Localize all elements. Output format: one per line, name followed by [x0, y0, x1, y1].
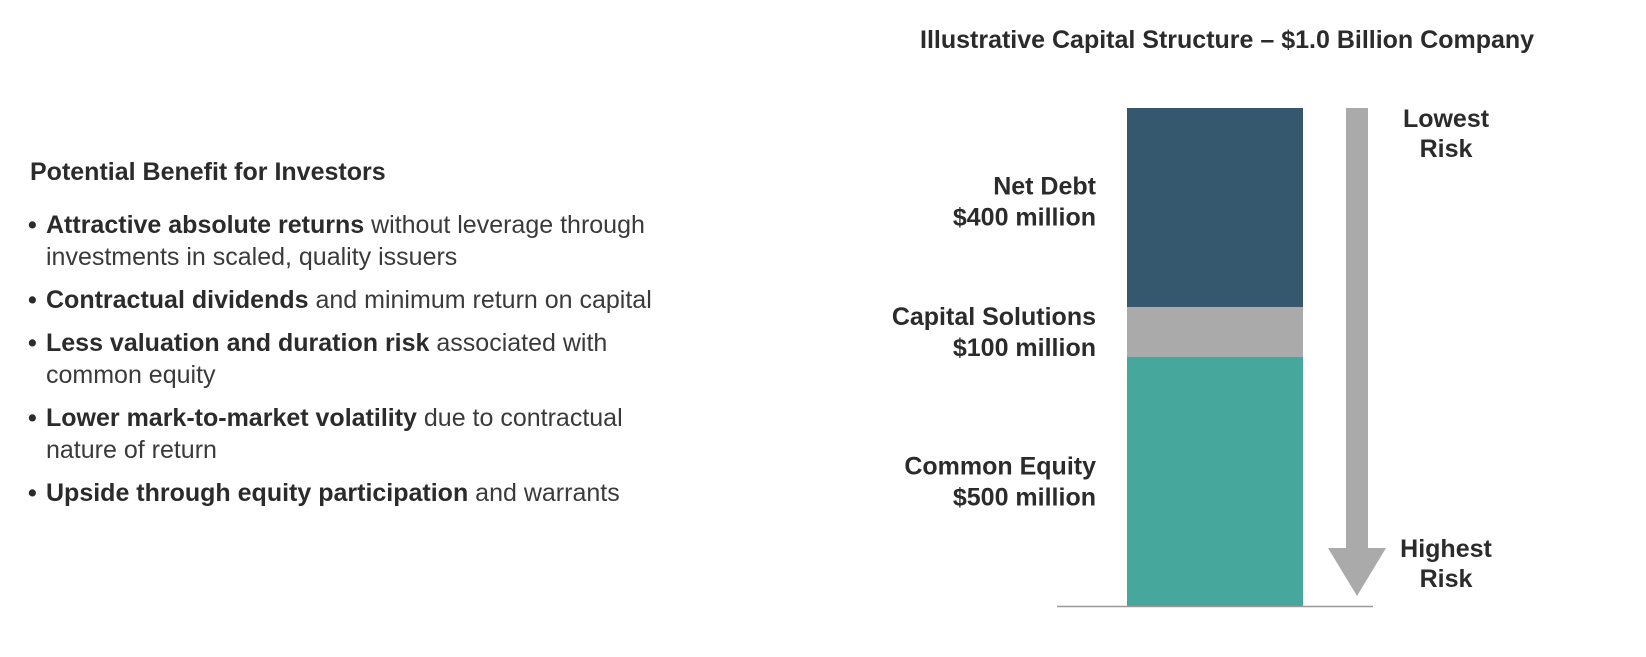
bullet-icon: • [28, 286, 37, 314]
benefit-rest-text: associated with common equity [46, 329, 608, 389]
risk-arrow-shaft [1346, 108, 1368, 551]
benefit-rest-text: without leverage through investments in scaled, quality issuers [46, 211, 645, 271]
segment-value-label: $500 million [952, 483, 1096, 512]
benefit-rest-text: due to contractual nature of return [46, 404, 623, 464]
segment-name-label: Common Equity [904, 452, 1096, 481]
benefit-rest-text: and minimum return on capital [308, 286, 652, 314]
benefit-bold-text: Attractive absolute returns [46, 211, 365, 239]
bullet-icon: • [28, 329, 37, 357]
bar-segment-common-equity [1127, 357, 1303, 606]
lowest-risk-label: Risk [1419, 135, 1473, 163]
bar-segment-net-debt [1127, 108, 1303, 307]
lowest-risk-label: Lowest [1402, 105, 1490, 133]
benefit-bold-text: Lower mark-to-market volatility [46, 404, 417, 432]
bullet-icon: • [28, 404, 37, 432]
highest-risk-label: Risk [1419, 565, 1473, 593]
bullet-icon: • [28, 479, 37, 507]
arrow-down-icon [1328, 548, 1386, 596]
benefit-bold-text: Upside through equity participation [46, 479, 469, 507]
highest-risk-label: Highest [1400, 535, 1492, 563]
benefit-bold-text: Less valuation and duration risk [46, 329, 430, 357]
benefit-bold-text: Contractual dividends [46, 286, 309, 314]
segment-name-label: Net Debt [993, 172, 1096, 201]
bar-segment-capital-solutions [1127, 307, 1303, 357]
benefits-heading: Potential Benefit for Investors [30, 158, 386, 186]
benefit-rest-text: and warrants [468, 479, 620, 507]
segment-name-label: Capital Solutions [891, 303, 1096, 332]
segment-value-label: $400 million [952, 203, 1096, 232]
segment-value-label: $100 million [952, 334, 1096, 363]
bullet-icon: • [28, 211, 37, 239]
chart-title: Illustrative Capital Structure – $1.0 Billion Company [920, 26, 1535, 54]
